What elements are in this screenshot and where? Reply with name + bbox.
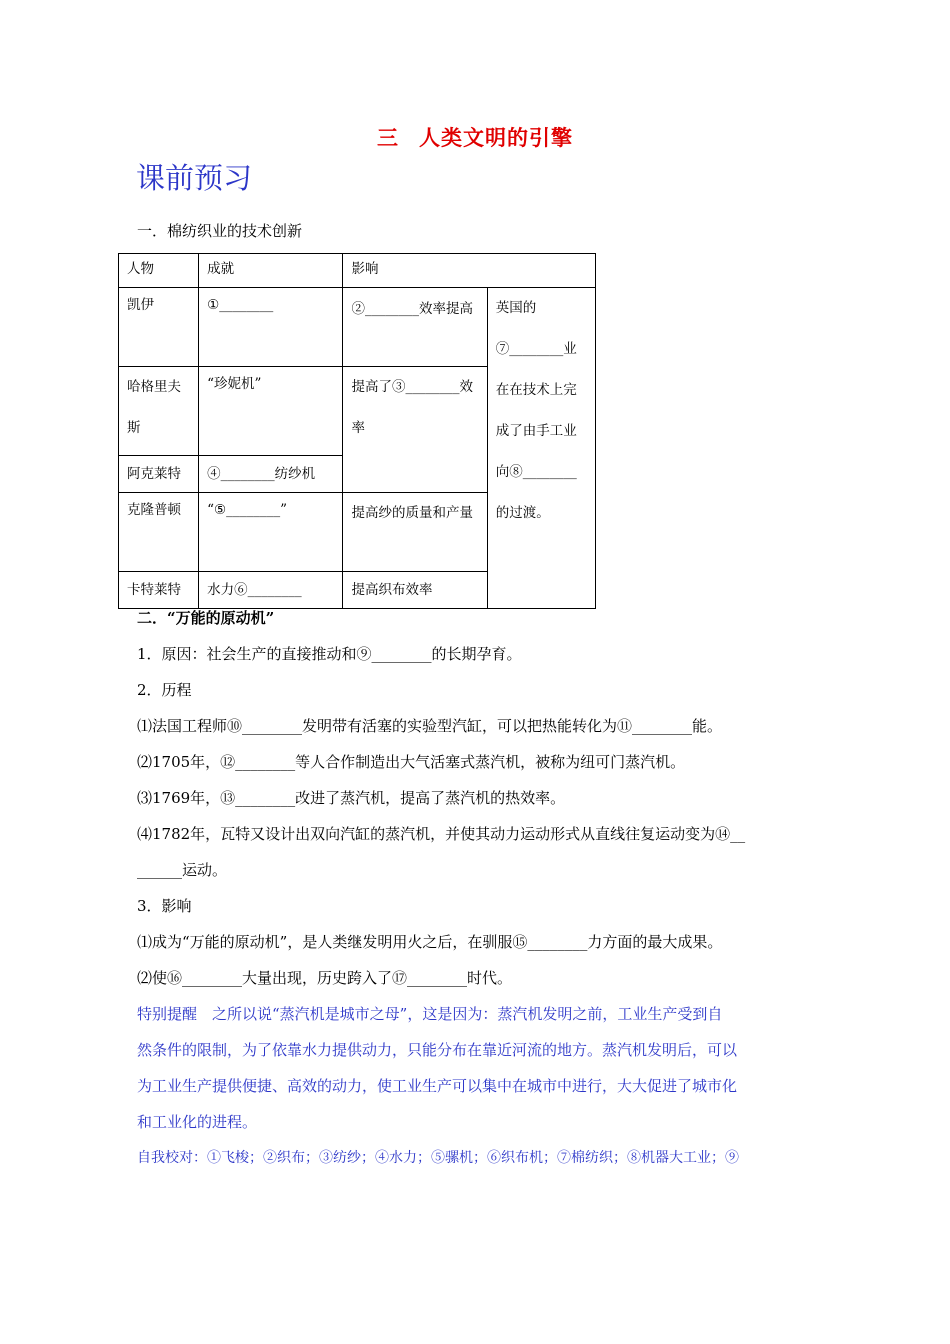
text-line: 1．原因：社会生产的直接推动和⑨________的长期孕育。 [137,645,522,663]
title-number: 三 [377,125,399,150]
page-title [0,122,950,152]
table-cell: 凯伊 [119,288,199,367]
text-line: ⑵1705年，⑫________等人合作制造出大气活塞式蒸汽机，被称为纽可门蒸汽机。 [137,753,686,771]
text-line: ⑶1769年，⑬________改进了蒸汽机，提高了蒸汽机的热效率。 [137,789,566,807]
part1-heading: 一．棉纺织业的技术创新 [137,222,303,240]
table-cell: 哈格里夫斯 [119,367,199,456]
table-cell: 克隆普顿 [119,493,199,572]
text-line: ______运动。 [137,861,228,879]
tip-line: 和工业化的进程。 [137,1113,258,1131]
table-header: 成就 [199,254,343,288]
section-heading: 课前预习 [136,161,253,195]
self-check-line: 自我校对：①飞梭；②织布；③纺纱；④水力；⑤骡机；⑥织布机；⑦棉纺织；⑧机器大工业；⑨ [137,1150,739,1166]
table-cell: 提高纱的质量和产量 [343,493,487,572]
table-header: 人物 [119,254,199,288]
part2-heading: 二．“万能的原动机” [137,609,275,627]
table-merged-cell: 英国的⑦________业在在技术上完成了由手工业向⑧________的过渡。 [487,288,595,609]
text-line: 2．历程 [137,681,192,699]
table-cell: 提高织布效率 [343,572,487,609]
table-cell: 提高了③________效率 [343,367,487,493]
table-cell: 卡特莱特 [119,572,199,609]
table-cell: ②________效率提高 [343,288,487,367]
text-line: ⑵使⑯________大量出现，历史跨入了⑰________时代。 [137,969,513,987]
table-cell: “⑤________” [199,493,343,572]
text-line: ⑷1782年，瓦特又设计出双向汽缸的蒸汽机，并使其动力运动形式从直线往复运动变为⑭__ [137,825,746,843]
table-header-row [119,254,596,288]
table-cell: 阿克莱特 [119,456,199,493]
tip-line: 然条件的限制，为了依靠水力提供动力，只能分布在靠近河流的地方。蒸汽机发明后，可以 [137,1041,738,1059]
tip-line: 特别提醒 之所以说“蒸汽机是城市之母”，这是因为：蒸汽机发明之前，工业生产受到自 [137,1005,723,1023]
table-row [119,288,596,367]
text-line: 3．影响 [137,897,192,915]
table-cell: ④________纺纱机 [199,456,343,493]
table-header: 影响 [343,254,596,288]
innovation-table [118,253,596,609]
tip-line: 为工业生产提供便捷、高效的动力，使工业生产可以集中在城市中进行，大大促进了城市化 [137,1077,738,1095]
text-line: ⑴法国工程师⑩________发明带有活塞的实验型汽缸，可以把热能转化为⑪________能。 [137,717,723,735]
body-text [137,600,817,1176]
table-cell: 水力⑥________ [199,572,343,609]
title-text: 人类文明的引擎 [419,125,573,150]
table-cell: ①________ [199,288,343,367]
table-cell: “珍妮机” [199,367,343,456]
text-line: ⑴成为“万能的原动机”，是人类继发明用火之后，在驯服⑮________力方面的最大成果。 [137,933,723,951]
